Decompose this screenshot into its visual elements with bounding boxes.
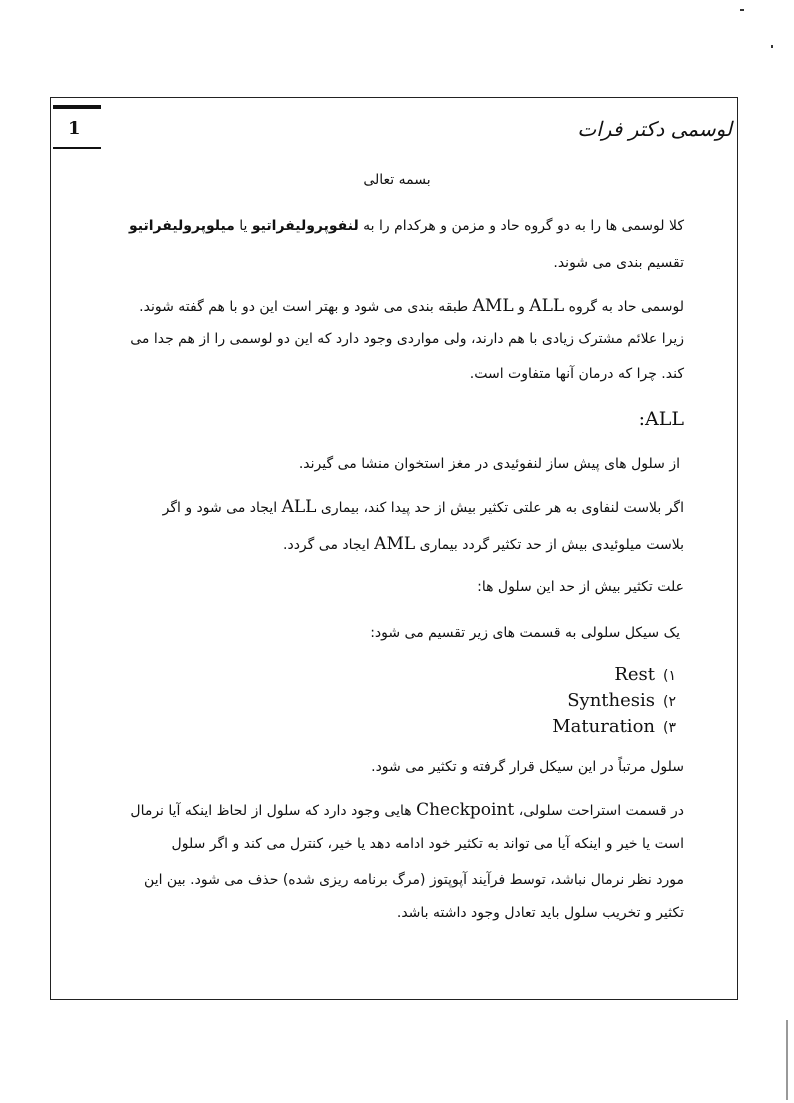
header-rule-top — [53, 105, 101, 109]
phase-item — [552, 716, 676, 742]
phase-label: Maturation — [552, 716, 655, 737]
checkpoint-line-4: تکثیر و تخریب سلول باید تعادل وجود داشته باشد. — [396, 905, 684, 921]
phase-label: Rest — [614, 664, 655, 685]
blast-line-2 — [283, 534, 684, 554]
blast-text-b: ایجاد می شود و اگر — [162, 500, 282, 516]
phase-item — [552, 690, 676, 716]
scan-mark-edge — [786, 1020, 788, 1100]
acute-text-c: طبقه بندی می شود و بهتر است این دو با هم گفته شوند. — [139, 299, 473, 315]
page-number: 1 — [68, 118, 81, 139]
checkpoint-line-3: مورد نظر نرمال نباشد، توسط فرآیند آپوپتوز (مرگ برنامه ریزی شده) حذف می شود. بین این — [144, 872, 684, 888]
intro-lymphoproliferative: لنفوپرولیفراتیو — [251, 218, 359, 234]
checkpoint-term: Checkpoint — [416, 800, 515, 820]
cycle-line: یک سیکل سلولی به قسمت های زیر تقسیم می شود: — [370, 625, 680, 641]
intro-line-1 — [129, 218, 684, 234]
acute-all: ALL — [529, 296, 565, 316]
cell-cycle-phases — [552, 664, 676, 742]
acute-line-2: زیرا علائم مشترک زیادی با هم دارند، ولی مواردی وجود دارد که این دو لوسمی را از هم جدا می — [130, 331, 684, 347]
bismillah: بسمه تعالی — [363, 172, 431, 188]
blast-aml: AML — [374, 534, 416, 554]
checkpoint-text-a: در قسمت استراحت سلولی، — [514, 803, 684, 819]
header-rule-bottom — [53, 147, 101, 149]
intro-text-or: یا — [234, 218, 252, 234]
header-title: لوسمی دکتر فرات — [577, 117, 732, 141]
phase-number: ۱) — [663, 668, 676, 684]
acute-text-and: و — [513, 299, 530, 315]
blast-all: ALL — [281, 497, 317, 517]
blast-text-a: اگر بلاست لنفاوی به هر علتی تکثیر بیش از حد پیدا کند، بیماری — [316, 500, 684, 516]
scan-mark-right — [771, 45, 773, 48]
acute-text-a: لوسمی حاد به گروه — [564, 299, 684, 315]
phase-label: Synthesis — [567, 690, 655, 711]
checkpoint-line-1 — [130, 800, 684, 820]
acute-aml: AML — [472, 296, 514, 316]
phase-item — [552, 664, 676, 690]
checkpoint-line-2: است یا خیر و اینکه آیا می تواند به تکثیر خود ادامه دهد یا خیر، کنترل می کند و اگر سلول — [171, 836, 684, 852]
intro-myeloproliferative: میلوپرولیفراتیو — [128, 218, 235, 234]
origin-line: از سلول های پیش ساز لنفوئیدی در مغز استخوان منشا می گیرند. — [298, 456, 680, 472]
blast-text-c: بلاست میلوئیدی بیش از حد تکثیر گردد بیماری — [415, 537, 684, 553]
cause-line: علت تکثیر بیش از حد این سلول ها: — [477, 579, 684, 595]
blast-text-d: ایجاد می گردد. — [283, 537, 375, 553]
scan-mark-top — [740, 9, 744, 11]
phase-number: ۲) — [663, 694, 676, 710]
acute-line-3: کند. چرا که درمان آنها متفاوت است. — [469, 366, 684, 382]
acute-line-1 — [139, 296, 684, 316]
checkpoint-text-b: هایی وجود دارد که سلول از لحاظ اینکه آیا نرمال — [130, 803, 417, 819]
cycle-note: سلول مرتباً در این سیکل قرار گرفته و تکثیر می شود. — [371, 759, 684, 775]
intro-text-a: کلا لوسمی ها را به دو گروه حاد و مزمن و هرکدام را به — [358, 218, 684, 234]
all-heading: ALL: — [638, 408, 684, 430]
intro-line-2: تقسیم بندی می شوند. — [553, 255, 684, 271]
blast-line-1 — [163, 497, 684, 517]
phase-number: ۳) — [663, 720, 676, 736]
